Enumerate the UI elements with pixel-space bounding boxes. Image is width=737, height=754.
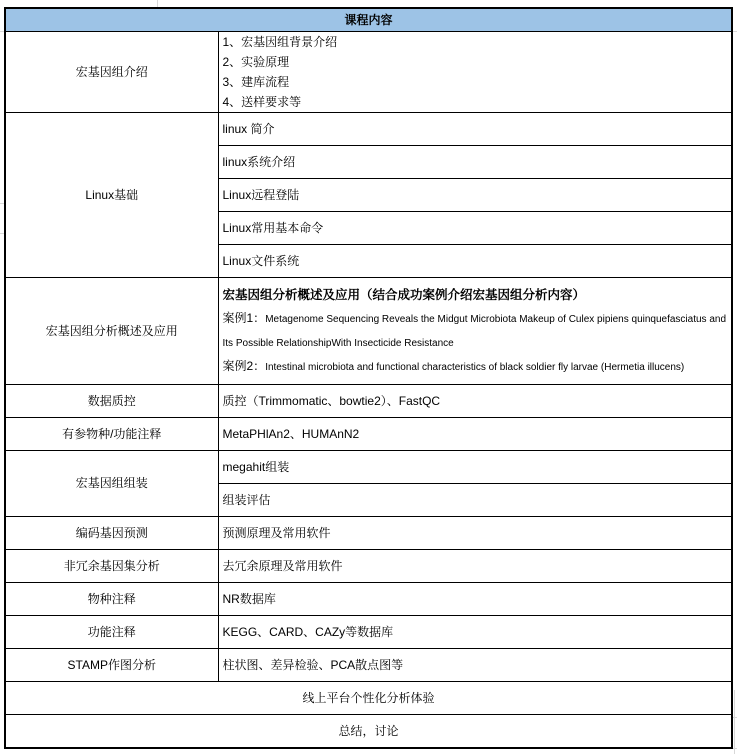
row-label-function-annotation: 功能注释 — [5, 616, 218, 649]
row-content-taxonomy: NR数据库 — [218, 583, 732, 616]
intro-item: 2、实验原理 — [222, 55, 290, 69]
intro-item: 1、宏基因组背景介绍 — [222, 35, 338, 49]
row-content-ref-annotation: MetaPHlAn2、HUMAnN2 — [218, 418, 732, 451]
row-label-qc: 数据质控 — [5, 385, 218, 418]
row-content-stamp: 柱状图、差异检验、PCA散点图等 — [218, 649, 732, 682]
row-label-intro: 宏基因组介绍 — [5, 32, 218, 113]
row-label-nonredundant: 非冗余基因集分析 — [5, 550, 218, 583]
table-row — [5, 682, 732, 715]
overview-case1 — [223, 307, 728, 355]
table-row — [5, 451, 732, 484]
assembly-item: 组装评估 — [218, 484, 732, 517]
linux-item: Linux常用基本命令 — [218, 212, 732, 245]
row-content-overview — [218, 278, 732, 385]
row-label-linux: Linux基础 — [5, 113, 218, 278]
table-row — [5, 583, 732, 616]
row-summary: 总结，讨论 — [5, 715, 732, 749]
overview-heading: 宏基因组分析概述及应用（结合成功案例介绍宏基因组分析内容） — [222, 288, 586, 302]
gridline-stub — [157, 0, 158, 7]
linux-item: linux系统介绍 — [218, 146, 732, 179]
table-row — [5, 616, 732, 649]
course-content-table — [4, 7, 733, 749]
table-row — [5, 278, 732, 385]
table-row — [5, 385, 732, 418]
row-label-stamp: STAMP作图分析 — [5, 649, 218, 682]
table-title: 课程内容 — [5, 8, 732, 32]
table-row — [5, 113, 732, 146]
table-row — [5, 649, 732, 682]
row-label-gene-prediction: 编码基因预测 — [5, 517, 218, 550]
overview-case2 — [223, 355, 728, 379]
case1-label: 案例1： — [222, 311, 266, 325]
linux-item: linux 简介 — [218, 113, 732, 146]
row-content-function-annotation: KEGG、CARD、CAZy等数据库 — [218, 616, 732, 649]
table-row — [5, 8, 732, 32]
intro-item: 3、建库流程 — [222, 75, 290, 89]
table-row — [5, 32, 732, 113]
row-label-taxonomy: 物种注释 — [5, 583, 218, 616]
table-row — [5, 715, 732, 749]
assembly-item: megahit组装 — [218, 451, 732, 484]
row-label-overview: 宏基因组分析概述及应用 — [5, 278, 218, 385]
row-label-ref-annotation: 有参物种/功能注释 — [5, 418, 218, 451]
table-row — [5, 418, 732, 451]
row-label-assembly: 宏基因组组装 — [5, 451, 218, 517]
case1-text: Metagenome Sequencing Reveals the Midgut Microbiota Makeup of Culex pipiens quinquefasciatus and Its Possible RelationshipWith Insecticide Resistance — [222, 314, 727, 349]
table-row — [5, 550, 732, 583]
table-row — [5, 517, 732, 550]
row-content-qc: 质控（Trimmomatic、bowtie2）、FastQC — [218, 385, 732, 418]
row-online-platform: 线上平台个性化分析体验 — [5, 682, 732, 715]
row-content-nonredundant: 去冗余原理及常用软件 — [218, 550, 732, 583]
row-content-gene-prediction: 预测原理及常用软件 — [218, 517, 732, 550]
linux-item: Linux远程登陆 — [218, 179, 732, 212]
row-content-intro — [218, 32, 732, 113]
linux-item: Linux文件系统 — [218, 245, 732, 278]
intro-item: 4、送样要求等 — [222, 95, 302, 109]
case2-text: Intestinal microbiota and functional characteristics of black soldier fly larvae (Hermetia illucens) — [265, 362, 685, 373]
case2-label: 案例2： — [222, 359, 266, 373]
gridline-stub — [734, 690, 735, 754]
